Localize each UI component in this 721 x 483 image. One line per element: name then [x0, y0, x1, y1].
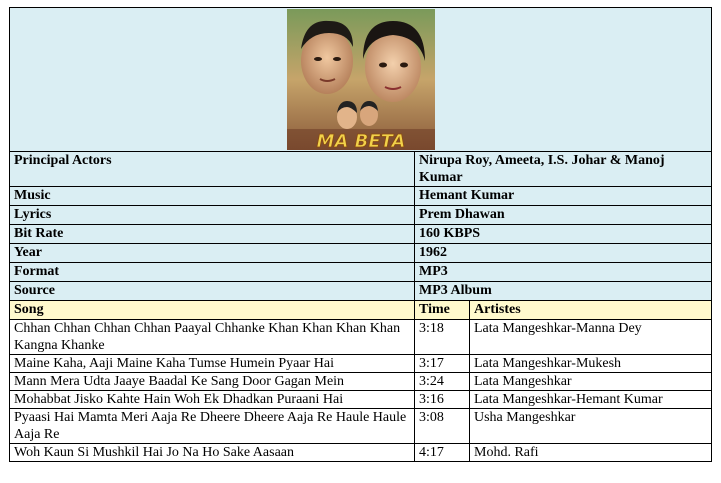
info-label: Music [10, 187, 415, 206]
song-time: 3:24 [415, 373, 470, 391]
info-row-format [10, 263, 712, 282]
song-time: 3:18 [415, 320, 470, 355]
info-row-bit-rate [10, 225, 712, 244]
song-title: Chhan Chhan Chhan Chhan Paayal Chhanke Khan Khan Khan Khan Kangna Khanke [10, 320, 415, 355]
time-column-header: Time [415, 301, 470, 320]
song-artistes: Lata Mangeshkar-Hemant Kumar [470, 391, 712, 409]
album-info-table-wrapper [9, 7, 711, 462]
info-label: Source [10, 282, 415, 301]
table-row [10, 320, 712, 355]
table-row [10, 391, 712, 409]
song-title: Maine Kaha, Aaji Maine Kaha Tumse Humein Pyaar Hai [10, 355, 415, 373]
song-time: 3:16 [415, 391, 470, 409]
table-row [10, 409, 712, 444]
songs-header-row [10, 301, 712, 320]
info-value: Nirupa Roy, Ameeta, I.S. Johar & Manoj Kumar [415, 152, 712, 187]
song-artistes: Lata Mangeshkar-Mukesh [470, 355, 712, 373]
info-row-lyrics [10, 206, 712, 225]
info-label: Bit Rate [10, 225, 415, 244]
table-row [10, 444, 712, 462]
info-row-music [10, 187, 712, 206]
song-time: 3:08 [415, 409, 470, 444]
artistes-column-header: Artistes [470, 301, 712, 320]
info-value: 160 KBPS [415, 225, 712, 244]
song-title: Mann Mera Udta Jaaye Baadal Ke Sang Door Gagan Mein [10, 373, 415, 391]
info-value: MP3 Album [415, 282, 712, 301]
poster-title-text: MA BETA [316, 131, 405, 150]
table-row [10, 355, 712, 373]
info-value: MP3 [415, 263, 712, 282]
album-info-table [9, 7, 712, 462]
song-title: Pyaasi Hai Mamta Meri Aaja Re Dheere Dheere Aaja Re Haule Haule Aaja Re [10, 409, 415, 444]
info-value: Hemant Kumar [415, 187, 712, 206]
info-label: Principal Actors [10, 152, 415, 187]
poster-cell [10, 8, 712, 152]
song-title: Woh Kaun Si Mushkil Hai Jo Na Ho Sake Aasaan [10, 444, 415, 462]
info-label: Format [10, 263, 415, 282]
info-row-year [10, 244, 712, 263]
song-time: 4:17 [415, 444, 470, 462]
poster-row [10, 8, 712, 152]
song-artistes: Mohd. Rafi [470, 444, 712, 462]
song-column-header: Song [10, 301, 415, 320]
song-artistes: Usha Mangeshkar [470, 409, 712, 444]
movie-poster-image [287, 9, 435, 150]
info-label: Year [10, 244, 415, 263]
info-row-source [10, 282, 712, 301]
table-row [10, 373, 712, 391]
info-value: 1962 [415, 244, 712, 263]
info-label: Lyrics [10, 206, 415, 225]
info-value: Prem Dhawan [415, 206, 712, 225]
song-time: 3:17 [415, 355, 470, 373]
song-title: Mohabbat Jisko Kahte Hain Woh Ek Dhadkan Puraani Hai [10, 391, 415, 409]
song-artistes: Lata Mangeshkar-Manna Dey [470, 320, 712, 355]
song-artistes: Lata Mangeshkar [470, 373, 712, 391]
info-row-principal-actors [10, 152, 712, 187]
